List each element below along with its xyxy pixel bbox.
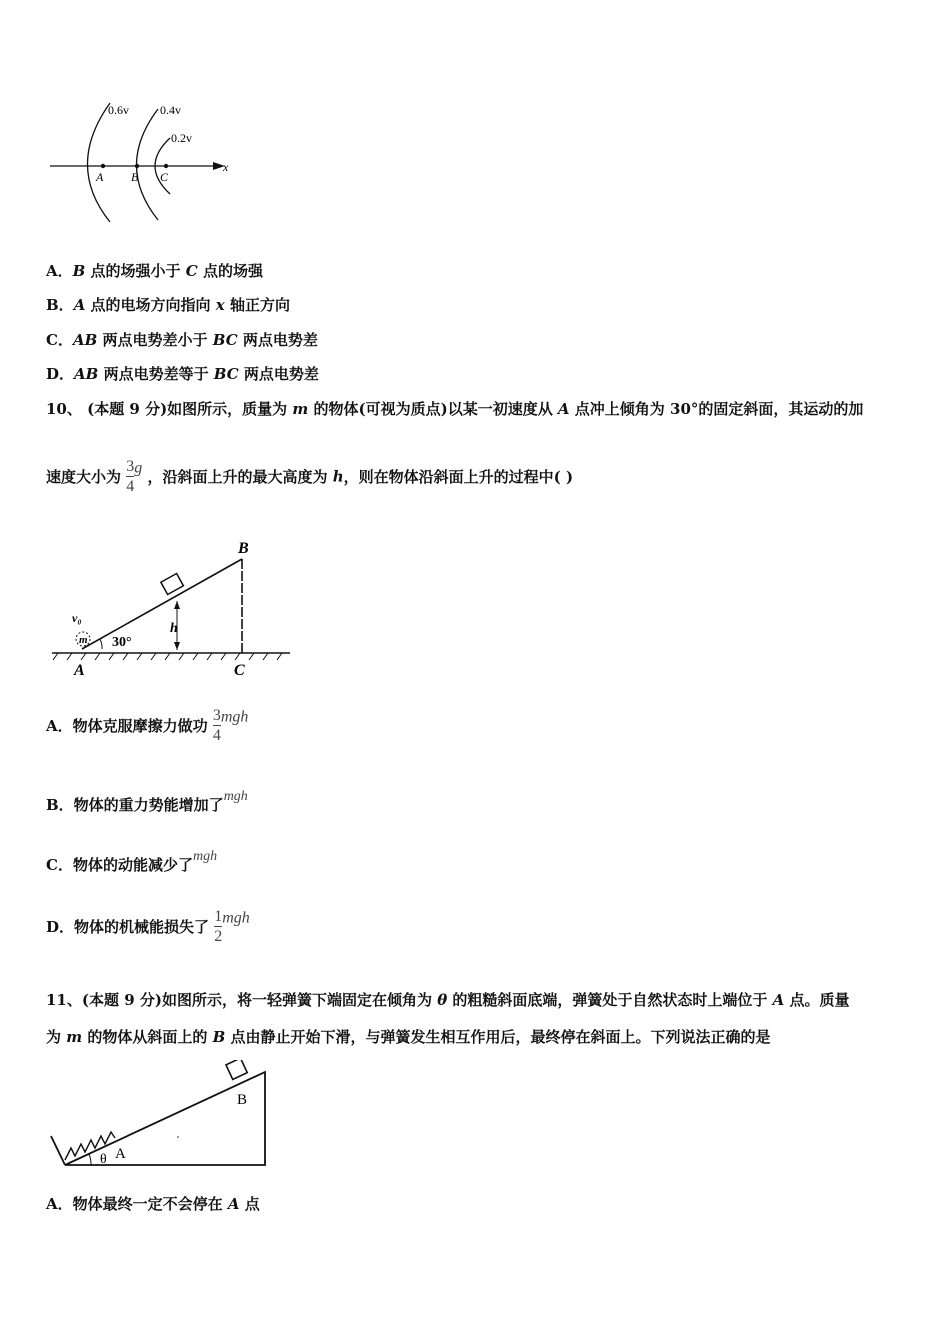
q10-option-a-fraction: $\frac{3}{4}$	[212, 707, 221, 744]
q10-option-c: C．物体的动能减少了mgh	[46, 849, 218, 874]
q10-option-b: B．物体的重力势能增加了mgh	[46, 789, 248, 814]
label-A: A	[96, 170, 104, 184]
label-q10-C: C	[234, 662, 245, 679]
q10-fraction: $\frac{3}{4}$	[126, 458, 135, 495]
q10-stem-line1: 10、 (本题 9 分)如图所示，质量为 m 的物体(可视为质点)以某一初速度从 A 点冲上倾角为 30°的固定斜面，其运动的加	[46, 400, 864, 418]
q10-stem-line2: 速度大小为 $\frac{3}{4}$ g ，沿斜面上升的最大高度为 h，则在物体沿斜面上升的过程中( )	[46, 458, 574, 495]
q10-option-d: D．物体的机械能损失了 $\frac{1}{2}$ mgh	[46, 908, 250, 945]
q9-option-b: B．A 点的电场方向指向 x 轴正方向	[46, 296, 290, 314]
label-B: B	[131, 170, 139, 184]
q11-stem-line1: 11、(本题 9 分)如图所示，将一轻弹簧下端固定在倾角为 θ 的粗糙斜面底端，弹簧处于自然状态时上端位于 A 点。质量	[46, 991, 850, 1009]
q11-stem-line2: 为 m 的物体从斜面上的 B 点由静止开始下滑，与弹簧发生相互作用后，最终停在斜面上。下列说法正确的是	[46, 1028, 771, 1046]
label-q10-B: B	[238, 540, 249, 557]
label-02v: 0.2v	[171, 131, 192, 145]
label-q11-A: A	[115, 1146, 126, 1162]
incline-spring-figure-q11	[45, 1060, 275, 1170]
label-q10-A: A	[74, 662, 85, 679]
equipotential-figure	[40, 95, 250, 230]
label-x: x	[223, 160, 229, 174]
incline-figure-q10	[50, 535, 295, 680]
q10-option-d-fraction: $\frac{1}{2}$	[214, 908, 223, 945]
q10-option-a: A．物体克服摩擦力做功 $\frac{3}{4}$ mgh	[46, 707, 249, 744]
q9-option-d: D．AB 两点电势差等于 BC 两点电势差	[46, 365, 319, 383]
label-q10-v0: v₀	[72, 611, 82, 625]
label-q10-angle: 30°	[112, 635, 132, 650]
q11-option-a: A．物体最终一定不会停在 A 点	[46, 1195, 260, 1213]
q9-option-a: A．B 点的场强小于 C 点的场强	[46, 262, 263, 280]
label-q10-h: h	[170, 621, 178, 636]
label-06v: 0.6v	[108, 103, 129, 117]
q9-option-c: C．AB 两点电势差小于 BC 两点电势差	[46, 331, 318, 349]
label-q11-theta: θ	[100, 1152, 107, 1167]
label-04v: 0.4v	[160, 103, 181, 117]
label-C: C	[160, 170, 169, 184]
label-q11-B: B	[237, 1092, 248, 1108]
label-q10-m: m	[79, 634, 88, 646]
